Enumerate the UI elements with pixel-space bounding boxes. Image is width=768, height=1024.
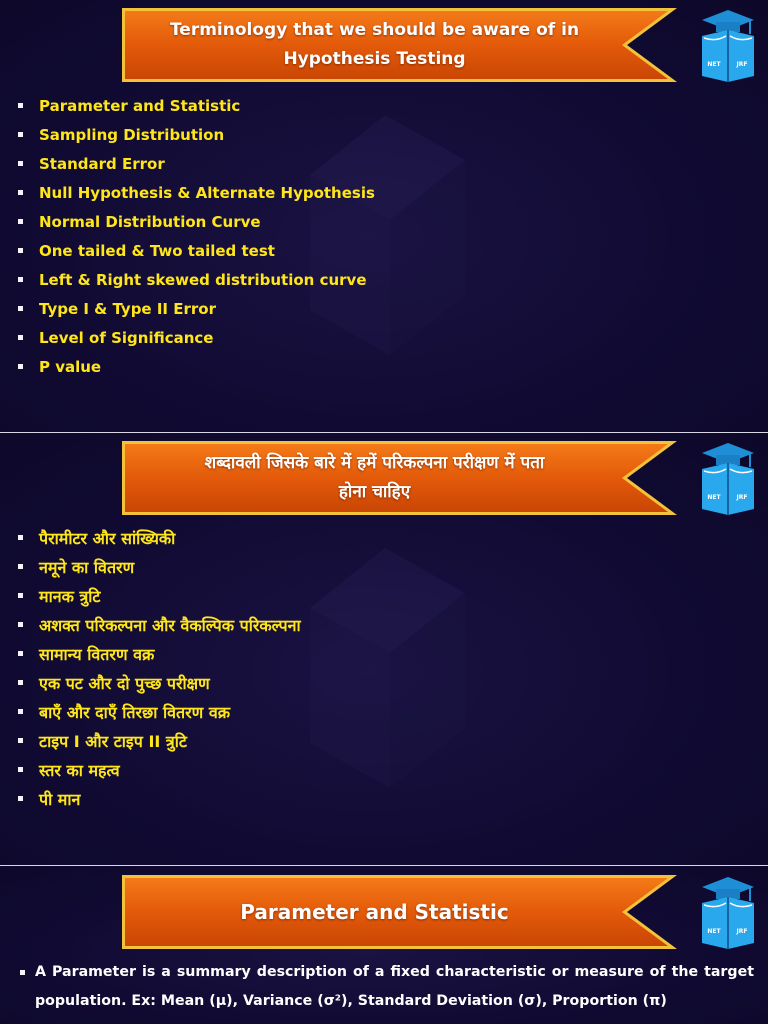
slide-parameter-statistic (0, 866, 768, 1024)
definition-text: A Parameter is a summary description of a fixed characteristic or measure of the target population. Ex: Mean (μ), Variance (σ²), Standard Deviation (σ), Proportion (π) (35, 964, 754, 1009)
logo-net-label: NET (707, 928, 721, 935)
bullet-icon (18, 335, 23, 340)
bullet-icon (18, 103, 23, 108)
list-item: स्तर का महत्व (16, 755, 301, 784)
logo-jrf-label: JRF (736, 61, 748, 68)
logo-net-label: NET (707, 494, 721, 501)
title-banner (122, 441, 677, 515)
bullet-icon (18, 364, 23, 369)
list-item: Normal Distribution Curve (16, 207, 375, 236)
bullet-icon (18, 132, 23, 137)
list-item: P value (16, 352, 375, 381)
list-item: Parameter and Statistic (16, 91, 375, 120)
logo-net-label: NET (707, 61, 721, 68)
bullet-icon (18, 535, 23, 540)
slide-terminology-english (0, 0, 768, 432)
bullet-icon (18, 306, 23, 311)
list-item: बाएँ और दाएँ तिरछा वितरण वक्र (16, 697, 301, 726)
title-line: Hypothesis Testing (283, 49, 466, 69)
title-line: Parameter and Statistic (240, 899, 509, 924)
net-jrf-logo-icon (698, 441, 758, 517)
title-line: होना चाहिए (338, 482, 411, 502)
list-item: पैरामीटर और सांख्यिकी (16, 523, 301, 552)
bullet-icon (18, 564, 23, 569)
title-line: Terminology that we should be aware of in (169, 20, 580, 40)
list-item: Type I & Type II Error (16, 294, 375, 323)
bullet-icon (18, 622, 23, 627)
list-item: Standard Error (16, 149, 375, 178)
slide-title (122, 875, 627, 949)
bullet-icon (20, 970, 25, 975)
logo-jrf-label: JRF (736, 494, 748, 501)
slide-title (122, 441, 627, 515)
parameter-definition (16, 958, 754, 1016)
bullet-icon (18, 767, 23, 772)
net-jrf-logo-icon (698, 8, 758, 84)
net-jrf-logo-icon (698, 875, 758, 951)
list-item: टाइप I और टाइप II त्रुटि (16, 726, 301, 755)
title-banner (122, 8, 677, 82)
bullet-icon (18, 248, 23, 253)
bullet-icon (18, 651, 23, 656)
logo-jrf-label: JRF (736, 928, 748, 935)
list-item: Level of Significance (16, 323, 375, 352)
list-item: Left & Right skewed distribution curve (16, 265, 375, 294)
list-item: एक पट और दो पुच्छ परीक्षण (16, 668, 301, 697)
title-banner (122, 875, 677, 949)
list-item: One tailed & Two tailed test (16, 236, 375, 265)
bullet-icon (18, 161, 23, 166)
list-item: मानक त्रुटि (16, 581, 301, 610)
list-item: नमूने का वितरण (16, 552, 301, 581)
slide-terminology-hindi (0, 433, 768, 865)
bullet-icon (18, 738, 23, 743)
bullet-icon (18, 593, 23, 598)
bullet-icon (18, 219, 23, 224)
terminology-list-hindi (16, 523, 301, 813)
bullet-icon (18, 190, 23, 195)
watermark-book-icon (290, 538, 480, 798)
list-item: Null Hypothesis & Alternate Hypothesis (16, 178, 375, 207)
list-item: अशक्त परिकल्पना और वैकल्पिक परिकल्पना (16, 610, 301, 639)
bullet-icon (18, 680, 23, 685)
bullet-icon (18, 709, 23, 714)
bullet-icon (18, 796, 23, 801)
title-line: शब्दावली जिसके बारे में हमें परिकल्पना परीक्षण में पता (204, 453, 545, 473)
terminology-list (16, 91, 375, 381)
slide-title (122, 8, 627, 82)
list-item: पी मान (16, 784, 301, 813)
bullet-icon (18, 277, 23, 282)
list-item: Sampling Distribution (16, 120, 375, 149)
list-item: सामान्य वितरण वक्र (16, 639, 301, 668)
